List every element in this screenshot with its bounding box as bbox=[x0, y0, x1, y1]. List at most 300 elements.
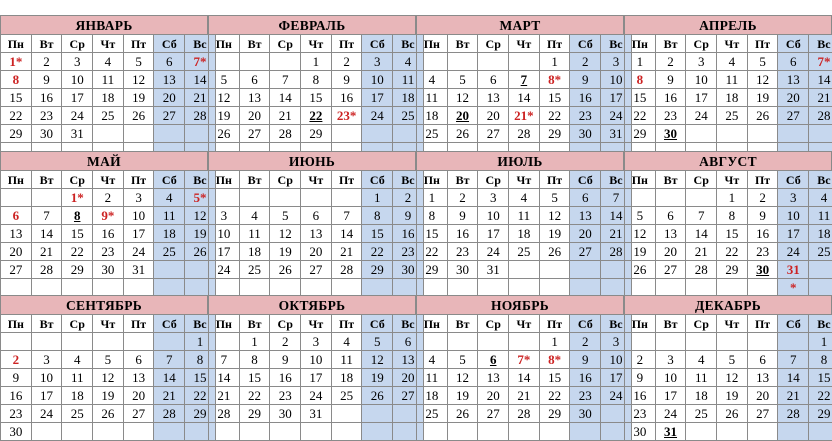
day-cell: 21 bbox=[185, 89, 216, 107]
day-cell bbox=[417, 53, 448, 71]
day-cell: 29 bbox=[717, 261, 748, 279]
month-title: ИЮЛЬ bbox=[416, 151, 624, 170]
day-cell: 8 bbox=[417, 207, 448, 225]
day-cell: 3 bbox=[601, 333, 632, 351]
day-cell: 22 bbox=[362, 243, 393, 261]
weekday-label: Сб bbox=[570, 35, 601, 53]
day-cell: 2 bbox=[625, 351, 656, 369]
short-day: 30 bbox=[756, 261, 770, 277]
day-cell: 2 bbox=[747, 189, 778, 207]
weekday-label: Сб bbox=[362, 35, 393, 53]
weekday-label: Чт bbox=[93, 35, 124, 53]
day-cell: 12 bbox=[123, 71, 154, 89]
day-cell: 11 bbox=[509, 207, 540, 225]
day-cell: 30 bbox=[1, 423, 32, 441]
day-cell bbox=[809, 53, 832, 71]
day-cell bbox=[62, 207, 93, 225]
day-cell bbox=[331, 423, 362, 441]
day-cell bbox=[509, 71, 540, 89]
weekday-label: Пт bbox=[123, 171, 154, 189]
day-cell: 27 bbox=[655, 261, 686, 279]
month-table bbox=[208, 314, 424, 441]
weekday-label: Пт bbox=[539, 315, 570, 333]
day-cell: 13 bbox=[123, 369, 154, 387]
day-cell: 4 bbox=[417, 351, 448, 369]
weekday-label: Пн bbox=[1, 35, 32, 53]
day-cell: 23 bbox=[570, 107, 601, 125]
day-cell bbox=[625, 333, 656, 351]
weekday-label: Пн bbox=[625, 171, 656, 189]
day-cell: 5 bbox=[270, 207, 301, 225]
day-cell: 10 bbox=[62, 71, 93, 89]
day-cell bbox=[809, 423, 832, 441]
day-cell: 4 bbox=[154, 189, 185, 207]
short-day: 6 bbox=[489, 351, 497, 367]
day-cell: 3 bbox=[686, 53, 717, 71]
day-cell: 13 bbox=[1, 225, 32, 243]
weekday-label: Ср bbox=[478, 315, 509, 333]
day-cell bbox=[1, 279, 32, 297]
day-cell: 21 bbox=[686, 243, 717, 261]
day-cell: 31 bbox=[62, 125, 93, 143]
day-cell: 7 bbox=[209, 351, 240, 369]
day-cell: 24 bbox=[601, 387, 632, 405]
weekday-label: Вс bbox=[809, 171, 832, 189]
day-cell: 29 bbox=[539, 405, 570, 423]
day-cell: 1 bbox=[362, 189, 393, 207]
day-cell bbox=[809, 125, 832, 143]
day-cell bbox=[509, 107, 540, 125]
day-cell bbox=[447, 279, 478, 297]
day-cell: 28 bbox=[209, 405, 240, 423]
day-cell: 26 bbox=[717, 405, 748, 423]
day-cell bbox=[62, 279, 93, 297]
day-cell: 22 bbox=[417, 243, 448, 261]
day-cell: 5 bbox=[93, 351, 124, 369]
day-cell: 15 bbox=[185, 369, 216, 387]
day-cell: 22 bbox=[539, 387, 570, 405]
month-title: ОКТЯБРЬ bbox=[208, 295, 416, 314]
day-cell: 18 bbox=[509, 225, 540, 243]
day-cell: 2 bbox=[447, 189, 478, 207]
day-cell: 26 bbox=[362, 387, 393, 405]
day-cell bbox=[509, 53, 540, 71]
day-cell bbox=[747, 333, 778, 351]
weekday-label: Пт bbox=[331, 171, 362, 189]
day-cell: 18 bbox=[809, 225, 832, 243]
day-cell: 23 bbox=[93, 243, 124, 261]
weekday-label: Вт bbox=[655, 35, 686, 53]
day-cell: 24 bbox=[31, 405, 62, 423]
month-table bbox=[416, 34, 632, 161]
day-cell: 14 bbox=[601, 207, 632, 225]
day-cell: 23 bbox=[1, 405, 32, 423]
day-cell: 6 bbox=[393, 333, 424, 351]
day-cell bbox=[31, 333, 62, 351]
month-table bbox=[624, 170, 832, 297]
day-cell bbox=[62, 333, 93, 351]
day-cell bbox=[655, 189, 686, 207]
day-cell: 16 bbox=[655, 89, 686, 107]
day-cell: 13 bbox=[778, 71, 809, 89]
weekday-label: Сб bbox=[154, 315, 185, 333]
weekday-label: Пт bbox=[747, 171, 778, 189]
day-cell bbox=[1, 207, 32, 225]
weekday-label: Вс bbox=[393, 315, 424, 333]
weekday-label: Ср bbox=[686, 35, 717, 53]
day-cell bbox=[625, 71, 656, 89]
day-cell: 18 bbox=[331, 369, 362, 387]
day-cell bbox=[539, 351, 570, 369]
day-cell: 14 bbox=[154, 369, 185, 387]
day-cell bbox=[478, 351, 509, 369]
day-cell: 20 bbox=[1, 243, 32, 261]
day-cell bbox=[362, 125, 393, 143]
day-cell bbox=[123, 125, 154, 143]
day-cell: 13 bbox=[570, 207, 601, 225]
day-cell bbox=[509, 261, 540, 279]
weekday-label: Пн bbox=[625, 315, 656, 333]
day-cell: 9 bbox=[393, 207, 424, 225]
weekday-label: Сб bbox=[362, 171, 393, 189]
day-cell: 12 bbox=[93, 369, 124, 387]
day-cell: 2 bbox=[331, 53, 362, 71]
day-cell: 28 bbox=[686, 261, 717, 279]
day-cell bbox=[570, 279, 601, 297]
day-cell bbox=[1, 71, 32, 89]
day-cell: 30 bbox=[31, 125, 62, 143]
day-cell: 28 bbox=[509, 405, 540, 423]
day-cell: 12 bbox=[270, 225, 301, 243]
day-cell: 14 bbox=[509, 369, 540, 387]
month-table bbox=[624, 314, 832, 441]
day-cell: 18 bbox=[686, 387, 717, 405]
month-block bbox=[624, 15, 832, 161]
day-cell: 20 bbox=[778, 89, 809, 107]
day-cell: 25 bbox=[686, 405, 717, 423]
holiday-day: 8* bbox=[548, 351, 562, 367]
day-cell: 10 bbox=[123, 207, 154, 225]
day-cell bbox=[93, 423, 124, 441]
day-cell: 13 bbox=[478, 369, 509, 387]
weekday-label: Чт bbox=[301, 35, 332, 53]
weekday-label: Вт bbox=[31, 35, 62, 53]
day-cell: 14 bbox=[331, 225, 362, 243]
weekday-label: Пн bbox=[417, 315, 448, 333]
day-cell bbox=[1, 333, 32, 351]
day-cell: 19 bbox=[447, 387, 478, 405]
holiday-day: 8 bbox=[636, 71, 644, 87]
weekday-label: Чт bbox=[717, 35, 748, 53]
day-cell bbox=[154, 261, 185, 279]
day-cell: 14 bbox=[270, 89, 301, 107]
day-cell: 25 bbox=[417, 125, 448, 143]
day-cell: 29 bbox=[301, 125, 332, 143]
weekday-label: Вт bbox=[447, 35, 478, 53]
weekday-label: Ср bbox=[270, 171, 301, 189]
day-cell: 20 bbox=[478, 107, 509, 125]
day-cell: 28 bbox=[31, 261, 62, 279]
day-cell: 6 bbox=[655, 207, 686, 225]
short-day: 22 bbox=[309, 107, 323, 123]
day-cell bbox=[447, 423, 478, 441]
day-cell: 10 bbox=[31, 369, 62, 387]
day-cell: 23 bbox=[31, 107, 62, 125]
day-cell: 20 bbox=[655, 243, 686, 261]
day-cell: 6 bbox=[570, 189, 601, 207]
weekday-label: Пн bbox=[417, 35, 448, 53]
day-cell bbox=[747, 125, 778, 143]
weekday-label: Сб bbox=[154, 171, 185, 189]
day-cell: 27 bbox=[747, 405, 778, 423]
day-cell bbox=[62, 189, 93, 207]
day-cell: 4 bbox=[239, 207, 270, 225]
day-cell: 28 bbox=[601, 243, 632, 261]
day-cell: 19 bbox=[362, 369, 393, 387]
day-cell: 29 bbox=[625, 125, 656, 143]
day-cell: 14 bbox=[209, 369, 240, 387]
day-cell: 23 bbox=[655, 107, 686, 125]
day-cell: 6 bbox=[123, 351, 154, 369]
day-cell: 22 bbox=[625, 107, 656, 125]
day-cell: 12 bbox=[539, 207, 570, 225]
day-cell bbox=[778, 279, 809, 297]
day-cell: 10 bbox=[209, 225, 240, 243]
day-cell: 9 bbox=[747, 207, 778, 225]
day-cell: 16 bbox=[93, 225, 124, 243]
day-cell: 29 bbox=[239, 405, 270, 423]
day-cell bbox=[154, 333, 185, 351]
weekday-label: Сб bbox=[570, 171, 601, 189]
day-cell bbox=[809, 279, 832, 297]
day-cell: 9 bbox=[270, 351, 301, 369]
day-cell: 22 bbox=[1, 107, 32, 125]
weekday-label: Пн bbox=[209, 35, 240, 53]
weekday-label: Чт bbox=[717, 171, 748, 189]
holiday-day: 5* bbox=[193, 189, 207, 205]
day-cell: 4 bbox=[686, 351, 717, 369]
day-cell: 27 bbox=[154, 107, 185, 125]
day-cell bbox=[539, 423, 570, 441]
day-cell: 15 bbox=[625, 89, 656, 107]
day-cell: 27 bbox=[478, 405, 509, 423]
day-cell: 8 bbox=[239, 351, 270, 369]
day-cell: 12 bbox=[185, 207, 216, 225]
day-cell: 30 bbox=[570, 125, 601, 143]
weekday-label: Ср bbox=[478, 171, 509, 189]
day-cell: 29 bbox=[539, 125, 570, 143]
holiday-day: 8 bbox=[12, 71, 20, 87]
month-title: ЯНВАРЬ bbox=[0, 15, 208, 34]
day-cell bbox=[331, 279, 362, 297]
weekday-label: Ср bbox=[62, 35, 93, 53]
day-cell bbox=[570, 423, 601, 441]
day-cell: 26 bbox=[539, 243, 570, 261]
day-cell: 22 bbox=[239, 387, 270, 405]
day-cell: 25 bbox=[417, 405, 448, 423]
day-cell: 16 bbox=[1, 387, 32, 405]
day-cell: 5 bbox=[747, 53, 778, 71]
day-cell: 10 bbox=[601, 71, 632, 89]
day-cell bbox=[717, 423, 748, 441]
day-cell: 14 bbox=[509, 89, 540, 107]
day-cell bbox=[154, 279, 185, 297]
weekday-label: Сб bbox=[362, 315, 393, 333]
day-cell: 11 bbox=[93, 71, 124, 89]
day-cell: 17 bbox=[362, 89, 393, 107]
day-cell: 20 bbox=[239, 107, 270, 125]
day-cell: 9 bbox=[1, 369, 32, 387]
day-cell bbox=[539, 71, 570, 89]
weekday-label: Вт bbox=[655, 315, 686, 333]
day-cell: 13 bbox=[301, 225, 332, 243]
day-cell: 10 bbox=[601, 351, 632, 369]
day-cell: 11 bbox=[393, 71, 424, 89]
day-cell bbox=[686, 333, 717, 351]
day-cell: 9 bbox=[625, 369, 656, 387]
day-cell: 23 bbox=[570, 387, 601, 405]
day-cell: 20 bbox=[154, 89, 185, 107]
day-cell: 4 bbox=[393, 53, 424, 71]
month-block bbox=[416, 295, 624, 441]
day-cell bbox=[209, 423, 240, 441]
weekday-label: Пт bbox=[539, 35, 570, 53]
day-cell: 27 bbox=[123, 405, 154, 423]
month-block bbox=[208, 151, 416, 297]
day-cell bbox=[478, 333, 509, 351]
weekday-label: Пт bbox=[123, 35, 154, 53]
day-cell: 11 bbox=[62, 369, 93, 387]
day-cell: 26 bbox=[209, 125, 240, 143]
day-cell: 9 bbox=[447, 207, 478, 225]
day-cell: 3 bbox=[301, 333, 332, 351]
day-cell bbox=[270, 53, 301, 71]
day-cell: 24 bbox=[655, 405, 686, 423]
day-cell: 20 bbox=[478, 387, 509, 405]
day-cell bbox=[747, 279, 778, 297]
weekday-label: Вс bbox=[809, 35, 832, 53]
day-cell bbox=[570, 261, 601, 279]
day-cell: 21 bbox=[601, 225, 632, 243]
day-cell: 1 bbox=[185, 333, 216, 351]
day-cell: 29 bbox=[417, 261, 448, 279]
holiday-day: 2 bbox=[12, 351, 20, 367]
month-table bbox=[208, 34, 424, 161]
day-cell: 2 bbox=[31, 53, 62, 71]
day-cell: 19 bbox=[747, 89, 778, 107]
month-block bbox=[0, 295, 208, 441]
day-cell: 23 bbox=[625, 405, 656, 423]
day-cell bbox=[123, 279, 154, 297]
day-cell bbox=[362, 405, 393, 423]
day-cell bbox=[270, 423, 301, 441]
day-cell: 27 bbox=[1, 261, 32, 279]
day-cell: 6 bbox=[478, 71, 509, 89]
day-cell: 9 bbox=[331, 71, 362, 89]
weekday-label: Чт bbox=[93, 315, 124, 333]
day-cell: 31 bbox=[478, 261, 509, 279]
day-cell: 11 bbox=[239, 225, 270, 243]
day-cell: 3 bbox=[601, 53, 632, 71]
day-cell: 7 bbox=[154, 351, 185, 369]
day-cell: 4 bbox=[331, 333, 362, 351]
day-cell: 6 bbox=[154, 53, 185, 71]
day-cell: 8 bbox=[809, 351, 832, 369]
day-cell: 18 bbox=[62, 387, 93, 405]
weekday-label: Пн bbox=[1, 171, 32, 189]
day-cell: 5 bbox=[447, 71, 478, 89]
weekday-label: Пт bbox=[747, 35, 778, 53]
weekday-label: Вс bbox=[185, 171, 216, 189]
month-table bbox=[0, 34, 216, 161]
day-cell bbox=[539, 279, 570, 297]
day-cell: 25 bbox=[717, 107, 748, 125]
day-cell: 21 bbox=[154, 387, 185, 405]
day-cell: 15 bbox=[539, 369, 570, 387]
day-cell: 17 bbox=[778, 225, 809, 243]
day-cell: 17 bbox=[31, 387, 62, 405]
day-cell: 11 bbox=[417, 89, 448, 107]
day-cell bbox=[209, 189, 240, 207]
month-title: МАЙ bbox=[0, 151, 208, 170]
day-cell: 3 bbox=[362, 53, 393, 71]
day-cell: 24 bbox=[686, 107, 717, 125]
month-title: СЕНТЯБРЬ bbox=[0, 295, 208, 314]
day-cell bbox=[209, 333, 240, 351]
short-day: 30 bbox=[664, 125, 678, 141]
day-cell: 19 bbox=[539, 225, 570, 243]
day-cell: 31 bbox=[601, 125, 632, 143]
day-cell: 28 bbox=[154, 405, 185, 423]
day-cell bbox=[239, 189, 270, 207]
day-cell: 30 bbox=[270, 405, 301, 423]
day-cell bbox=[1, 189, 32, 207]
day-cell: 3 bbox=[478, 189, 509, 207]
day-cell bbox=[1, 351, 32, 369]
weekday-label: Вс bbox=[393, 171, 424, 189]
day-cell: 7 bbox=[31, 207, 62, 225]
day-cell: 2 bbox=[570, 53, 601, 71]
day-cell bbox=[447, 333, 478, 351]
month-block bbox=[416, 151, 624, 297]
day-cell: 26 bbox=[447, 125, 478, 143]
day-cell: 12 bbox=[717, 369, 748, 387]
day-cell bbox=[301, 107, 332, 125]
day-cell: 17 bbox=[601, 369, 632, 387]
day-cell bbox=[123, 333, 154, 351]
day-cell: 13 bbox=[393, 351, 424, 369]
day-cell: 28 bbox=[809, 107, 832, 125]
month-title: НОЯБРЬ bbox=[416, 295, 624, 314]
weekday-label: Чт bbox=[509, 171, 540, 189]
day-cell: 16 bbox=[570, 89, 601, 107]
day-cell: 13 bbox=[655, 225, 686, 243]
day-cell: 17 bbox=[123, 225, 154, 243]
day-cell: 9 bbox=[655, 71, 686, 89]
day-cell bbox=[301, 279, 332, 297]
holiday-day: 7* bbox=[517, 351, 531, 367]
day-cell: 5 bbox=[625, 207, 656, 225]
day-cell bbox=[270, 189, 301, 207]
day-cell: 15 bbox=[539, 89, 570, 107]
day-cell: 19 bbox=[123, 89, 154, 107]
day-cell: 9 bbox=[570, 71, 601, 89]
day-cell: 25 bbox=[331, 387, 362, 405]
day-cell: 23 bbox=[447, 243, 478, 261]
day-cell: 5 bbox=[123, 53, 154, 71]
day-cell: 18 bbox=[393, 89, 424, 107]
day-cell: 21 bbox=[778, 387, 809, 405]
